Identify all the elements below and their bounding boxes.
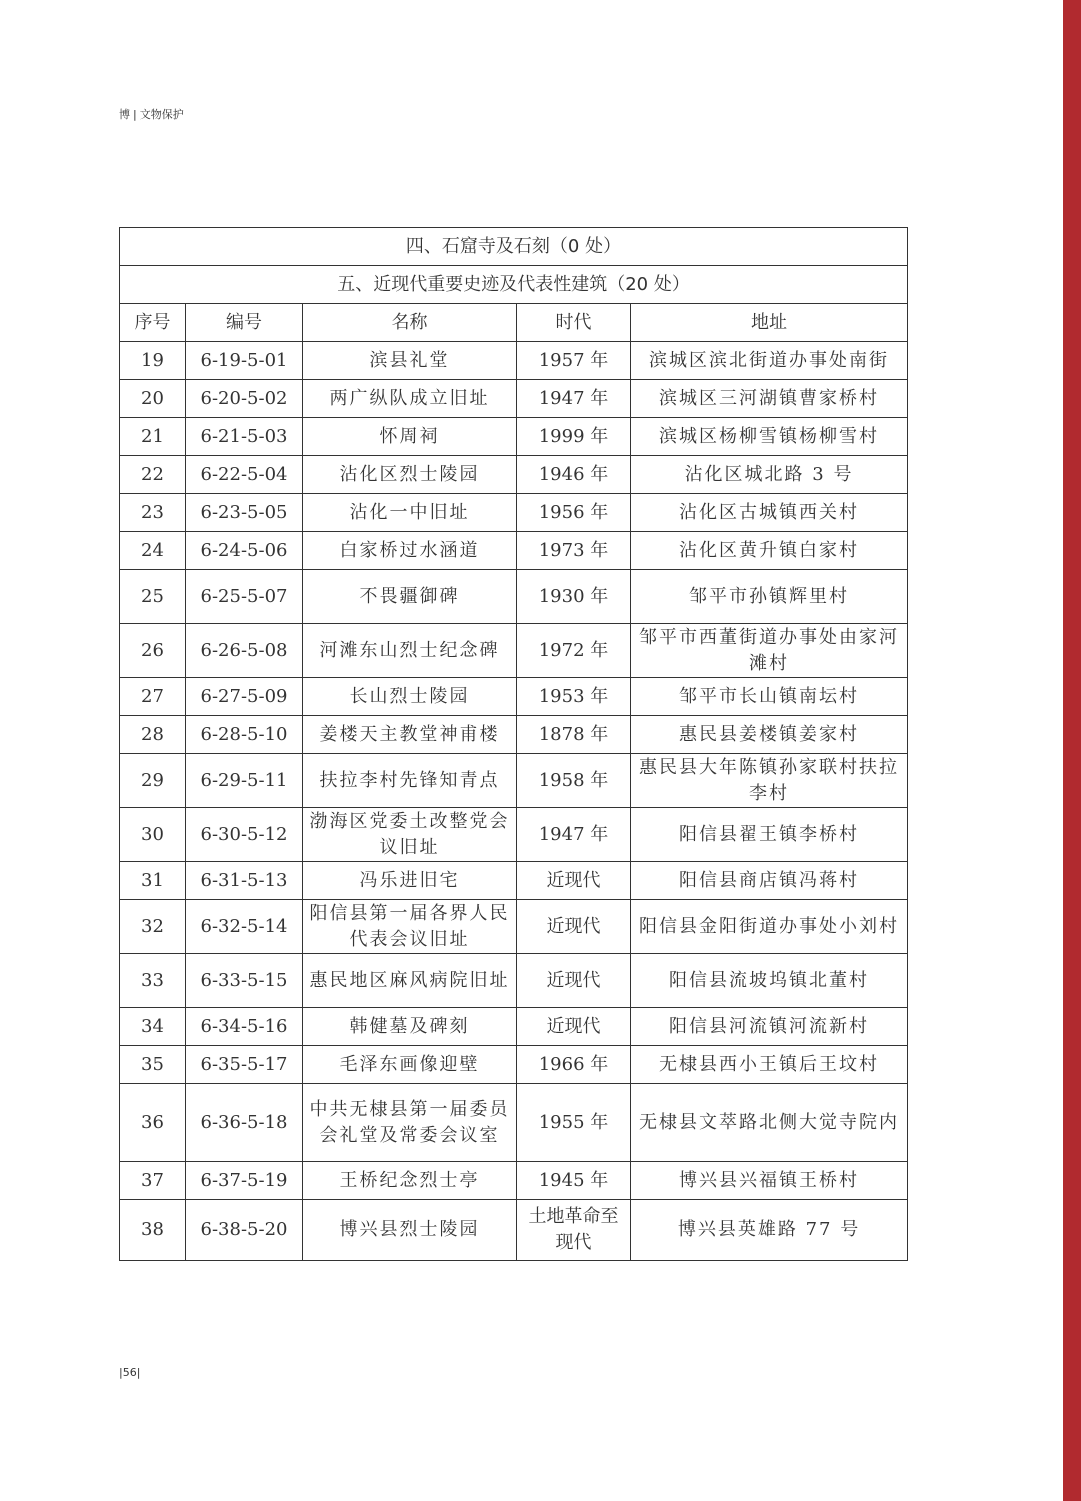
cell-code: 6-29-5-11 [186, 754, 303, 808]
publication-name: 博 [119, 108, 130, 121]
section-header-row [120, 228, 908, 266]
table-row [120, 532, 908, 570]
cell-era: 1956 年 [517, 494, 631, 532]
table-row [120, 1008, 908, 1046]
cell-no: 32 [120, 900, 186, 954]
cell-no: 38 [120, 1200, 186, 1261]
table-row [120, 494, 908, 532]
cell-no: 30 [120, 808, 186, 862]
cell-address: 滨城区杨柳雪镇杨柳雪村 [631, 418, 908, 456]
cell-era: 1878 年 [517, 716, 631, 754]
cell-no: 24 [120, 532, 186, 570]
table-row [120, 716, 908, 754]
cell-era: 1947 年 [517, 808, 631, 862]
cell-no: 26 [120, 624, 186, 678]
page-number-value: 56 [122, 1366, 137, 1379]
table-row [120, 1046, 908, 1084]
cell-era: 土地革命至现代 [517, 1200, 631, 1261]
page-number-right-bar: | [136, 1366, 141, 1379]
cell-address: 阳信县翟王镇李桥村 [631, 808, 908, 862]
cell-code: 6-30-5-12 [186, 808, 303, 862]
table-row [120, 418, 908, 456]
cell-code: 6-35-5-17 [186, 1046, 303, 1084]
cell-code: 6-28-5-10 [186, 716, 303, 754]
cell-era: 近现代 [517, 900, 631, 954]
cell-address: 沾化区古城镇西关村 [631, 494, 908, 532]
cell-code: 6-26-5-08 [186, 624, 303, 678]
cell-name: 博兴县烈士陵园 [303, 1200, 517, 1261]
red-side-bar [1063, 0, 1081, 1501]
cell-no: 37 [120, 1162, 186, 1200]
cell-address: 惠民县大年陈镇孙家联村扶拉李村 [631, 754, 908, 808]
table-row [120, 678, 908, 716]
cell-name: 长山烈士陵园 [303, 678, 517, 716]
column-header-address: 地址 [631, 304, 908, 342]
table-row [120, 1162, 908, 1200]
cell-address: 阳信县金阳街道办事处小刘村 [631, 900, 908, 954]
cell-no: 27 [120, 678, 186, 716]
cell-no: 35 [120, 1046, 186, 1084]
cell-address: 惠民县姜楼镇姜家村 [631, 716, 908, 754]
cell-era: 1947 年 [517, 380, 631, 418]
table-row [120, 570, 908, 624]
cell-address: 阳信县河流镇河流新村 [631, 1008, 908, 1046]
cell-address: 邹平市西董街道办事处由家河滩村 [631, 624, 908, 678]
column-header-name: 名称 [303, 304, 517, 342]
column-header-no: 序号 [120, 304, 186, 342]
cell-code: 6-27-5-09 [186, 678, 303, 716]
cell-no: 36 [120, 1084, 186, 1162]
cell-no: 19 [120, 342, 186, 380]
section-5-title: 五、近现代重要史迹及代表性建筑（20 处） [120, 266, 908, 304]
cell-address: 滨城区三河湖镇曹家桥村 [631, 380, 908, 418]
cell-code: 6-21-5-03 [186, 418, 303, 456]
cell-name: 扶拉李村先锋知青点 [303, 754, 517, 808]
section-name: 文物保护 [139, 108, 184, 121]
running-header [119, 106, 184, 122]
cell-name: 白家桥过水涵道 [303, 532, 517, 570]
table-row [120, 456, 908, 494]
table-row [120, 342, 908, 380]
cell-name: 姜楼天主教堂神甫楼 [303, 716, 517, 754]
cell-era: 1966 年 [517, 1046, 631, 1084]
cell-era: 1946 年 [517, 456, 631, 494]
cell-name: 冯乐进旧宅 [303, 862, 517, 900]
cell-code: 6-38-5-20 [186, 1200, 303, 1261]
cell-address: 滨城区滨北街道办事处南街 [631, 342, 908, 380]
cell-era: 1955 年 [517, 1084, 631, 1162]
cell-no: 25 [120, 570, 186, 624]
cell-code: 6-32-5-14 [186, 900, 303, 954]
cell-era: 近现代 [517, 954, 631, 1008]
cell-no: 21 [120, 418, 186, 456]
page-number-left-bar: | [119, 1366, 123, 1379]
cell-address: 邹平市长山镇南坛村 [631, 678, 908, 716]
cell-code: 6-22-5-04 [186, 456, 303, 494]
cell-code: 6-34-5-16 [186, 1008, 303, 1046]
column-header-code: 编号 [186, 304, 303, 342]
page-number [119, 1366, 140, 1379]
cell-name: 中共无棣县第一届委员会礼堂及常委会议室 [303, 1084, 517, 1162]
cell-no: 20 [120, 380, 186, 418]
cell-era: 近现代 [517, 1008, 631, 1046]
cell-no: 34 [120, 1008, 186, 1046]
cell-name: 惠民地区麻风病院旧址 [303, 954, 517, 1008]
cell-code: 6-19-5-01 [186, 342, 303, 380]
cell-no: 23 [120, 494, 186, 532]
cell-era: 1973 年 [517, 532, 631, 570]
cell-no: 31 [120, 862, 186, 900]
cell-code: 6-24-5-06 [186, 532, 303, 570]
table-row [120, 1200, 908, 1261]
table-row [120, 862, 908, 900]
section-4-title: 四、石窟寺及石刻（0 处） [120, 228, 908, 266]
cell-name: 王桥纪念烈士亭 [303, 1162, 517, 1200]
cell-era: 1945 年 [517, 1162, 631, 1200]
cell-code: 6-31-5-13 [186, 862, 303, 900]
cell-address: 无棣县文萃路北侧大觉寺院内 [631, 1084, 908, 1162]
cell-name: 毛泽东画像迎壁 [303, 1046, 517, 1084]
cell-address: 沾化区城北路 3 号 [631, 456, 908, 494]
cell-era: 近现代 [517, 862, 631, 900]
cell-address: 阳信县商店镇冯蒋村 [631, 862, 908, 900]
cell-name: 沾化区烈士陵园 [303, 456, 517, 494]
cell-name: 两广纵队成立旧址 [303, 380, 517, 418]
cell-code: 6-23-5-05 [186, 494, 303, 532]
cell-address: 沾化区黄升镇白家村 [631, 532, 908, 570]
table-row [120, 624, 908, 678]
cell-no: 29 [120, 754, 186, 808]
cell-era: 1999 年 [517, 418, 631, 456]
cell-address: 邹平市孙镇辉里村 [631, 570, 908, 624]
cell-era: 1972 年 [517, 624, 631, 678]
cell-era: 1953 年 [517, 678, 631, 716]
cell-name: 不畏疆御碑 [303, 570, 517, 624]
column-header-row [120, 304, 908, 342]
cell-address: 阳信县流坡坞镇北董村 [631, 954, 908, 1008]
table-row [120, 754, 908, 808]
cell-name: 渤海区党委土改整党会议旧址 [303, 808, 517, 862]
cell-name: 沾化一中旧址 [303, 494, 517, 532]
cell-era: 1957 年 [517, 342, 631, 380]
cell-address: 博兴县兴福镇王桥村 [631, 1162, 908, 1200]
cell-no: 28 [120, 716, 186, 754]
cell-name: 河滩东山烈士纪念碑 [303, 624, 517, 678]
cell-era: 1958 年 [517, 754, 631, 808]
table-row [120, 900, 908, 954]
table-row [120, 954, 908, 1008]
cell-no: 33 [120, 954, 186, 1008]
cell-address: 无棣县西小王镇后王坟村 [631, 1046, 908, 1084]
cell-name: 韩健墓及碑刻 [303, 1008, 517, 1046]
table-row [120, 380, 908, 418]
column-header-era: 时代 [517, 304, 631, 342]
table-row [120, 1084, 908, 1162]
cell-code: 6-36-5-18 [186, 1084, 303, 1162]
table-row [120, 808, 908, 862]
cell-era: 1930 年 [517, 570, 631, 624]
cell-no: 22 [120, 456, 186, 494]
cell-code: 6-25-5-07 [186, 570, 303, 624]
cell-name: 怀周祠 [303, 418, 517, 456]
cell-address: 博兴县英雄路 77 号 [631, 1200, 908, 1261]
header-separator: | [133, 108, 137, 121]
cell-code: 6-33-5-15 [186, 954, 303, 1008]
cell-code: 6-20-5-02 [186, 380, 303, 418]
section-header-row [120, 266, 908, 304]
cell-code: 6-37-5-19 [186, 1162, 303, 1200]
cell-name: 滨县礼堂 [303, 342, 517, 380]
cell-name: 阳信县第一届各界人民代表会议旧址 [303, 900, 517, 954]
heritage-sites-table [119, 227, 908, 1261]
